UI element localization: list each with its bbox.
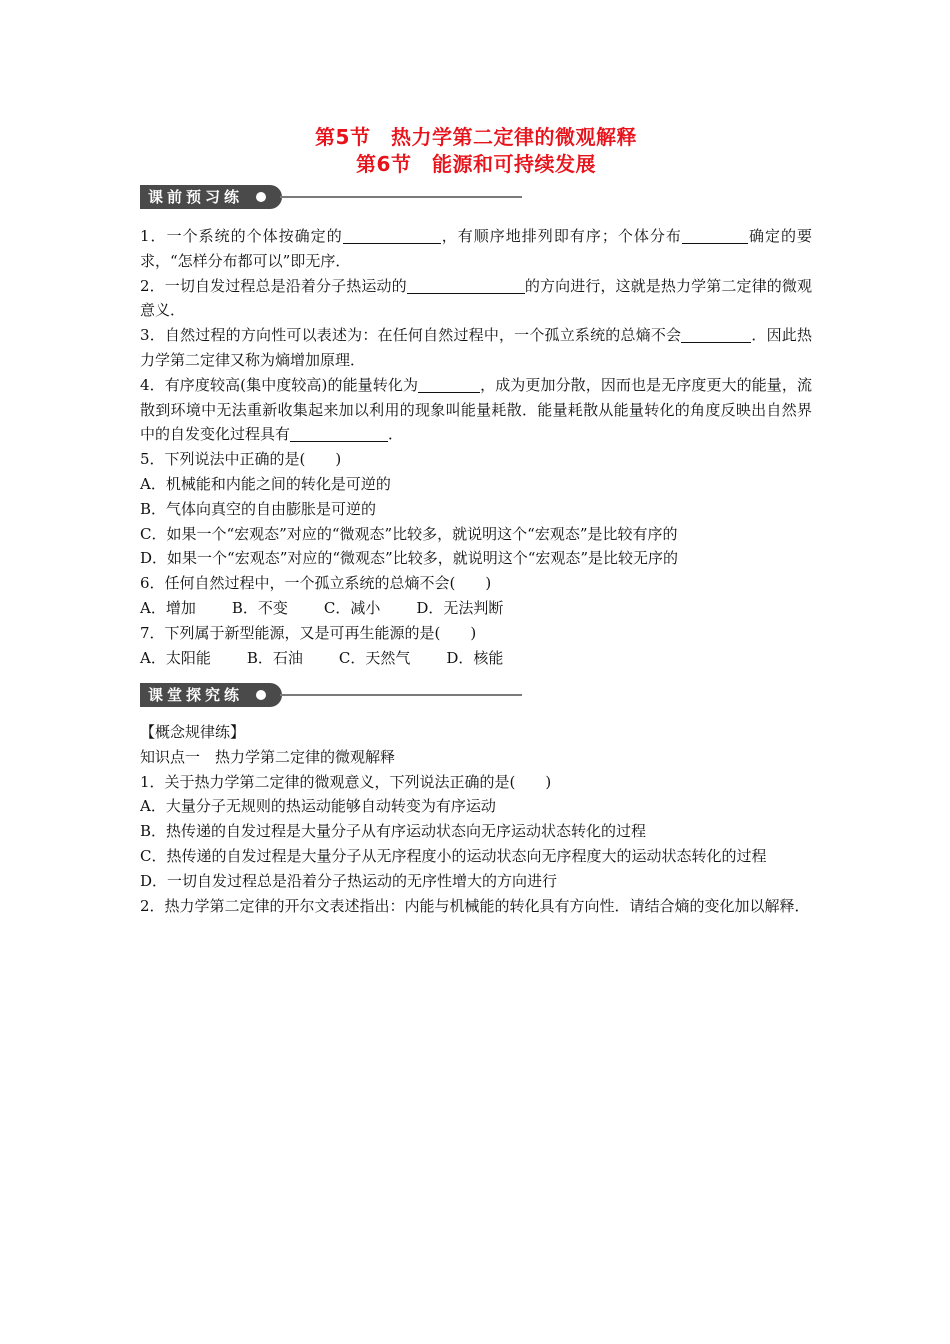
blank (682, 227, 748, 244)
banner-rule (280, 694, 522, 696)
page-title-line1: 第5节 热力学第二定律的微观解释 (315, 125, 637, 149)
preview-q5-option-c: C．如果一个“宏观态”对应的“微观态”比较多，就说明这个“宏观态”是比较有序的 (140, 524, 678, 543)
section-heading: 【概念规律练】 (140, 723, 246, 741)
preview-q2: 2．一切自发过程总是沿着分子热运动的 的方向进行，这就是热力学第二定律的微观意义． (140, 276, 812, 320)
preview-q5-stem: 5．下列说法中正确的是( ) (140, 450, 342, 469)
banner-rule (280, 196, 522, 198)
classroom-q1-option-d: D．一切自发过程总是沿着分子热运动的无序性增大的方向进行 (140, 871, 558, 890)
classroom-banner-label: 课堂探究练 (140, 683, 282, 707)
classroom-questions (140, 720, 812, 918)
preview-q5-option-b: B．气体向真空的自由膨胀是可逆的 (140, 499, 377, 518)
preview-q5-option-d: D．如果一个“宏观态”对应的“微观态”比较多，就说明这个“宏观态”是比较无序的 (140, 549, 679, 568)
banner-dot-icon (256, 690, 266, 700)
preview-banner-label: 课前预习练 (140, 185, 282, 209)
blank (407, 277, 525, 294)
page-title-line2: 第6节 能源和可持续发展 (356, 152, 596, 176)
knowledge-point: 知识点一 热力学第二定律的微观解释 (140, 747, 396, 766)
blank (343, 227, 441, 244)
blank (681, 326, 751, 343)
classroom-q1-option-c: C．热传递的自发过程是大量分子从无序程度小的运动状态向无序程度大的运动状态转化的过程 (140, 846, 767, 865)
classroom-q1-option-a: A．大量分子无规则的热运动能够自动转变为有序运动 (140, 797, 496, 816)
classroom-q1-stem: 1．关于热力学第二定律的微观意义，下列说法正确的是( ) (140, 772, 552, 791)
classroom-q2: 2．热力学第二定律的开尔文表述指出：内能与机械能的转化具有方向性．请结合熵的变化加以解释． (140, 896, 810, 915)
banner-dot-icon (256, 192, 266, 202)
blank (290, 425, 388, 442)
preview-q4: 4．有序度较高(集中度较高)的能量转化为 ，成为更加分散，因而也是无序度更大的能量，流散到环境中无法重新收集起来加以利用的现象叫能量耗散．能量耗散从能量转化的角度反映出自然界中的自发变化过程具有 ． (140, 375, 812, 444)
preview-banner (140, 185, 522, 209)
preview-q6-options: A．增加 B．不变 C．减小 D．无法判断 (140, 598, 504, 617)
classroom-q1-option-b: B．热传递的自发过程是大量分子从有序运动状态向无序运动状态转化的过程 (140, 822, 647, 841)
blank (418, 376, 480, 393)
preview-q3: 3．自然过程的方向性可以表述为：在任何自然过程中，一个孤立系统的总熵不会 ．因此热力学第二定律又称为熵增加原理． (140, 326, 812, 369)
preview-q5-option-a: A．机械能和内能之间的转化是可逆的 (140, 474, 391, 493)
preview-q7-stem: 7．下列属于新型能源，又是可再生能源的是( ) (140, 623, 477, 642)
preview-q6-stem: 6．任何自然过程中，一个孤立系统的总熵不会( ) (140, 574, 492, 593)
classroom-banner (140, 683, 522, 707)
preview-q1: 1．一个系统的个体按确定的 ，有顺序地排列即有序；个体分布 确定的要求，“怎样分布都可以”即无序． (140, 227, 812, 270)
preview-questions (140, 224, 812, 670)
preview-q7-options: A．太阳能 B．石油 C．天然气 D．核能 (140, 648, 504, 667)
